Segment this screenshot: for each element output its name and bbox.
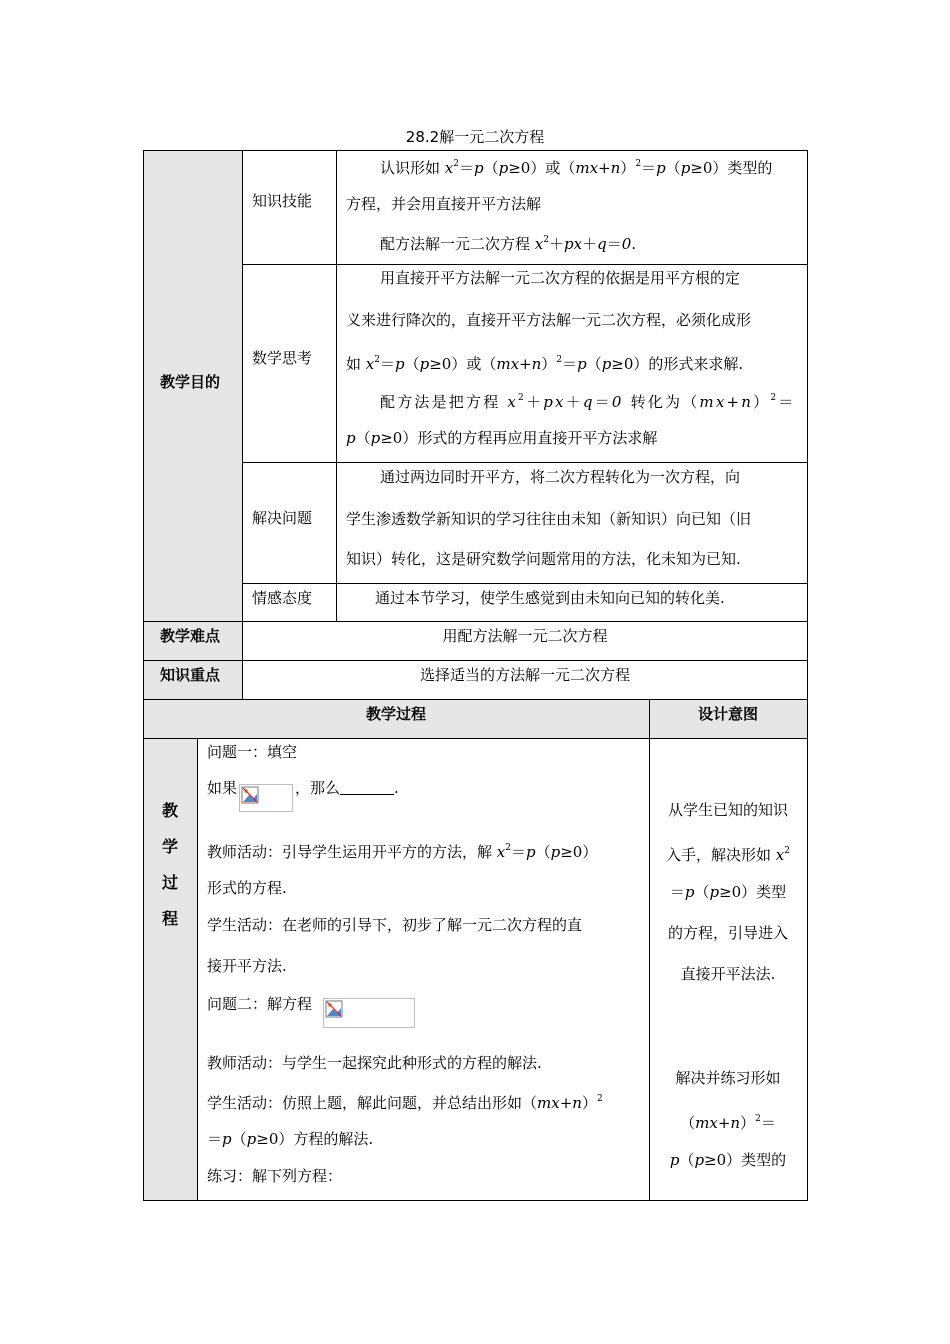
- intent-2-line-2: $(mx+n)^2=$: [680, 1114, 776, 1132]
- page-title: 28.2解一元二次方程: [405, 128, 545, 146]
- row-divider: [242, 462, 808, 463]
- keypoint-text: 选择适当的方法解一元二次方程: [419, 666, 630, 684]
- student-activity-2b: ＝p（p≥0）方程的解法.: [207, 1130, 374, 1148]
- intent-1-line-5: 直接开平法法.: [680, 965, 776, 983]
- thinking-line-5: p（p≥0）形式的方程再应用直接开平方法求解: [346, 429, 658, 447]
- teacher-activity-1b: 形式的方程.: [207, 879, 287, 897]
- intent-1-line-3: ＝p（p≥0）类型: [669, 883, 787, 901]
- process-label-char: 教: [161, 801, 178, 820]
- process-label-char: 程: [161, 909, 178, 928]
- process-label-char: 学: [161, 837, 178, 856]
- intent-1-line-4: 的方程，引导进入: [667, 924, 788, 942]
- problem-line-2: 学生渗透数学新知识的学习往往由未知（新知识）向已知（旧: [346, 510, 752, 528]
- intent-1-line-1: 从学生已知的知识: [667, 801, 788, 819]
- thinking-line-3: 如 $x^2=p(p\ge 0)$或$(mx+n)^2=p(p\ge 0)$的形式来求解.: [346, 355, 744, 373]
- question-1: 问题一：填空: [207, 743, 298, 761]
- col-divider: [242, 150, 243, 699]
- attitude-line-1: 通过本节学习，使学生感觉到由未知向已知的转化美.: [375, 589, 725, 607]
- question-2: 问题二：解方程: [207, 995, 313, 1013]
- difficulty-label: 教学难点: [160, 627, 221, 645]
- teacher-activity-2: 教师活动：与学生一起探究此种形式的方程的解法.: [207, 1054, 542, 1072]
- intent-2-line-3: p（p≥0）类型的: [669, 1151, 787, 1169]
- row-divider: [143, 738, 808, 739]
- row-divider: [242, 264, 808, 265]
- practice: 练习：解下列方程：: [207, 1167, 343, 1185]
- equation-image-1: [239, 784, 293, 812]
- thinking-line-4: 配方法是把方程 $x^2+px+q=0$ 转化为$(mx+n)^2=$: [380, 393, 796, 411]
- question-1-if: 如果: [207, 779, 238, 797]
- table-border: [143, 150, 144, 1201]
- objectives-label: 教学目的: [160, 373, 221, 391]
- student-activity-1a: 学生活动：在老师的引导下，初步了解一元二次方程的直: [207, 916, 583, 934]
- row-divider: [143, 699, 808, 700]
- col-divider: [197, 738, 198, 1201]
- problem-label: 解决问题: [252, 509, 313, 527]
- answer-blank: [340, 780, 394, 795]
- skills-line-1: 认识形如 $x^2=p(p\ge 0)$或$(mx+n)^2=p(p\ge 0)$类型的: [380, 159, 773, 177]
- thinking-line-1: 用直接开平方法解一元二次方程的依据是用平方根的定: [380, 269, 741, 287]
- process-header-left: 教学过程: [365, 705, 426, 723]
- equation-image-2: [323, 998, 415, 1028]
- row-divider: [242, 583, 808, 584]
- table-border: [143, 1200, 808, 1201]
- process-label-char: 过: [161, 873, 178, 892]
- question-1-then: ，那么 .: [295, 779, 399, 797]
- teacher-activity-1a: 教师活动：引导学生运用开平方的方法，解 $x^2=p(p\ge 0)$: [207, 843, 598, 861]
- process-header-right: 设计意图: [697, 705, 758, 723]
- skills-line-3: 配方法解一元二次方程 $x^2+px+q=0$.: [380, 235, 637, 253]
- keypoint-label: 知识重点: [160, 666, 221, 684]
- problem-line-3: 知识）转化，这是研究数学问题常用的方法，化未知为已知.: [346, 550, 741, 568]
- skills-line-2: 方程，并会用直接开平方法解: [346, 195, 542, 213]
- broken-image-icon: [325, 1000, 343, 1018]
- student-activity-1b: 接开平方法.: [207, 957, 287, 975]
- thinking-line-2: 义来进行降次的，直接开平方法解一元二次方程，必须化成形: [346, 311, 752, 329]
- attitude-label: 情感态度: [252, 589, 313, 607]
- intent-1-line-2: 入手，解决形如 $x^2$: [666, 846, 790, 864]
- intent-2-line-1: 解决并练习形如: [675, 1069, 781, 1087]
- skills-label: 知识技能: [252, 192, 313, 210]
- col-divider: [336, 150, 337, 621]
- problem-line-1: 通过两边同时开平方，将二次方程转化为一次方程，向: [380, 468, 741, 486]
- difficulty-text: 用配方法解一元二次方程: [442, 627, 608, 645]
- student-activity-2a: 学生活动：仿照上题，解此问题，并总结出形如$(mx+n)^2$: [207, 1094, 603, 1112]
- question-1-then-text: ，那么: [295, 779, 341, 797]
- thinking-label: 数学思考: [252, 349, 313, 367]
- broken-image-icon: [241, 786, 259, 804]
